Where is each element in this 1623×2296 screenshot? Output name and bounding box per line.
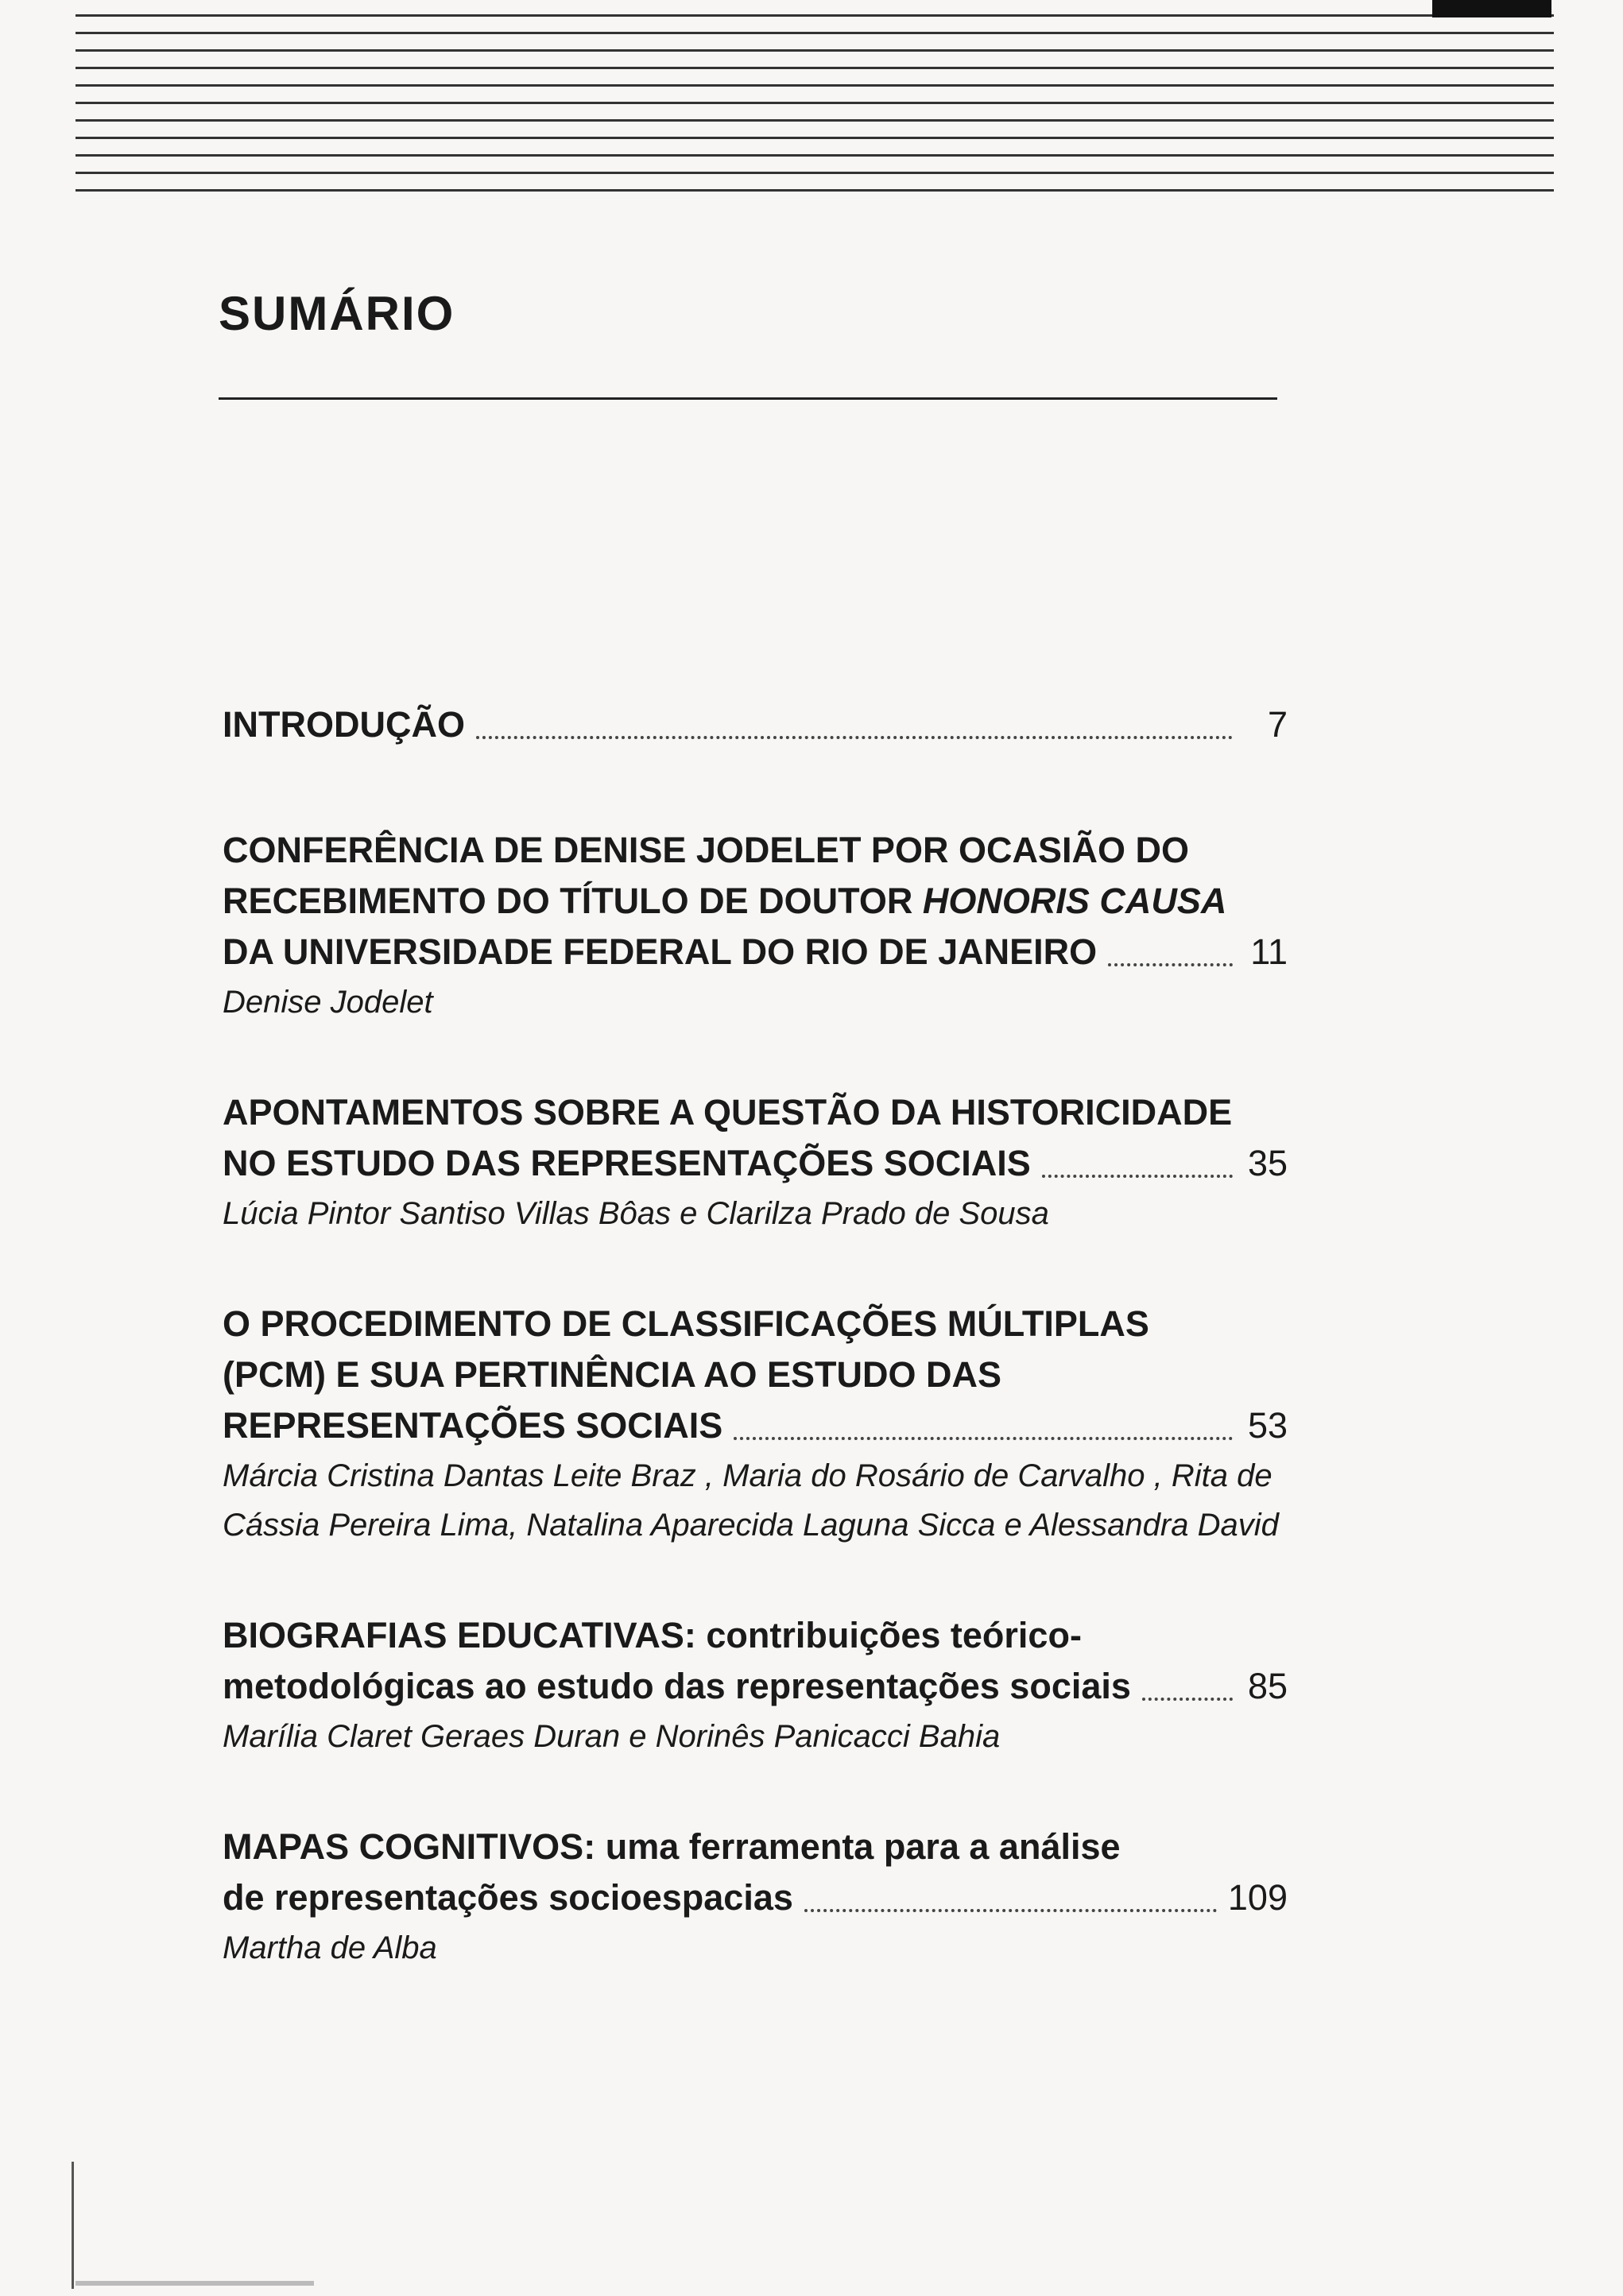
toc-entry-title-line (223, 1138, 1288, 1189)
toc-entry-title: metodológicas ao estudo das representações sociais (223, 1666, 1131, 1706)
toc-entry-title: APONTAMENTOS SOBRE A QUESTÃO DA HISTORICIDADE (223, 1092, 1233, 1133)
toc-entry-title-line (223, 876, 1288, 927)
page-number: 85 (1247, 1666, 1288, 1706)
toc-entry-heading: BIOGRAFIAS EDUCATIVAS: (223, 1615, 696, 1655)
page-number: 7 (1267, 704, 1288, 745)
toc-entry-pcm (223, 1299, 1288, 1550)
page-number: 109 (1227, 1877, 1288, 1918)
leader-dots (1042, 1174, 1233, 1178)
toc-entry-conferencia (223, 825, 1288, 1027)
toc-entry-title-italic: HONORIS CAUSA (922, 881, 1227, 921)
page-title: SUMÁRIO (219, 287, 455, 340)
toc-entry-title-line (223, 1299, 1288, 1349)
scan-smudge (76, 2281, 314, 2286)
toc-entry-title: uma ferramenta para a análise (605, 1826, 1121, 1867)
toc-entry-title: O PROCEDIMENTO DE CLASSIFICAÇÕES MÚLTIPLAS (223, 1303, 1149, 1344)
toc-entry-title: DA UNIVERSIDADE FEDERAL DO RIO DE JANEIRO (223, 931, 1098, 972)
title-divider (219, 397, 1277, 400)
toc-entry-author: Lúcia Pintor Santiso Villas Bôas e Clarilza Prado de Sousa (223, 1196, 1049, 1231)
leader-dots (1142, 1697, 1233, 1701)
toc-entry-author: Martha de Alba (223, 1930, 437, 1965)
margin-line (72, 2162, 74, 2289)
leader-dots (804, 1908, 1217, 1912)
toc-entry-title-line (223, 927, 1288, 978)
corner-block (1432, 0, 1551, 17)
toc-entry-title-line (223, 825, 1288, 876)
toc-entry-mapas (223, 1822, 1288, 1973)
toc-entry-title: contribuições teórico- (706, 1615, 1082, 1655)
toc-entry-author: Márcia Cristina Dantas Leite Braz , Maria do Rosário de Carvalho , Rita de (223, 1458, 1272, 1493)
toc-entry-apontamentos (223, 1087, 1288, 1238)
toc-entry-author: Cássia Pereira Lima, Natalina Aparecida Laguna Sicca e Alessandra David (223, 1508, 1279, 1543)
toc-entry-title: (PCM) E SUA PERTINÊNCIA AO ESTUDO DAS (223, 1354, 1002, 1395)
toc-entry-title: CONFERÊNCIA DE DENISE JODELET POR OCASIÃO DO (223, 830, 1189, 870)
toc-entry-title: NO ESTUDO DAS REPRESENTAÇÕES SOCIAIS (223, 1143, 1031, 1183)
toc-entry-title-line (223, 1822, 1288, 1872)
toc-entry-title-line (223, 1349, 1288, 1400)
toc-entry-biografias (223, 1610, 1288, 1761)
toc-entry-author: Denise Jodelet (223, 985, 433, 1020)
toc-entry-title-line (223, 1872, 1288, 1923)
toc-entry-introducao (223, 699, 1288, 750)
page-number: 35 (1247, 1143, 1288, 1183)
leader-dots (734, 1436, 1233, 1440)
toc-entry-title: de representações socioespacias (223, 1877, 793, 1918)
toc-entry-title: INTRODUÇÃO (223, 704, 465, 745)
table-of-contents (223, 699, 1288, 1973)
leader-dots (1108, 962, 1233, 966)
toc-entry-title-line (223, 1610, 1288, 1661)
toc-entry-title: RECEBIMENTO DO TÍTULO DE DOUTOR (223, 881, 913, 921)
toc-entry-title-line (223, 699, 1288, 750)
toc-entry-author: Marília Claret Geraes Duran e Norinês Panicacci Bahia (223, 1719, 1001, 1754)
page-number: 53 (1247, 1405, 1288, 1446)
page-number: 11 (1250, 931, 1288, 972)
toc-entry-heading: MAPAS COGNITIVOS: (223, 1826, 596, 1867)
toc-entry-title-line (223, 1400, 1288, 1451)
toc-entry-title-line (223, 1087, 1288, 1138)
toc-entry-title: REPRESENTAÇÕES SOCIAIS (223, 1405, 723, 1446)
leader-dots (476, 735, 1233, 739)
header-rules (76, 0, 1554, 195)
toc-entry-title-line (223, 1661, 1288, 1712)
